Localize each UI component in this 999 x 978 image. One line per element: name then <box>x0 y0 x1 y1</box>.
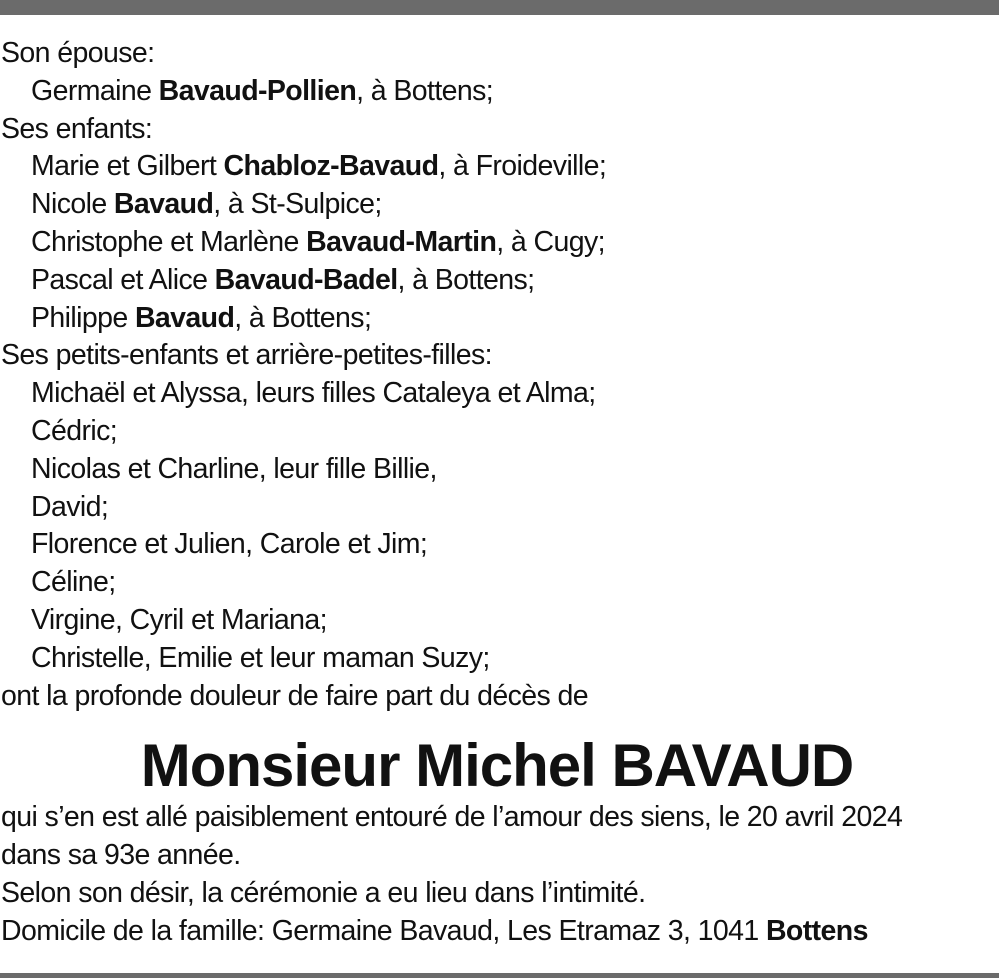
child-surname: Bavaud <box>113 188 214 221</box>
grandchild-line: Virgine, Cyril et Mariana; <box>31 603 327 636</box>
grandchild-line: Christelle, Emilie et leur maman Suzy; <box>31 641 490 674</box>
address-town: Bottens <box>765 914 868 947</box>
child-surname: Bavaud-Martin <box>306 225 497 258</box>
ceremony-details: Selon son désir, la cérémonie a eu lieu dans l’intimité. <box>1 876 646 909</box>
family-address: Domicile de la famille: Germaine Bavaud, Les Etramaz 3, 1041 Bottens <box>1 914 868 947</box>
grandchild-line: Nicolas et Charline, leur fille Billie, <box>31 452 437 485</box>
grandchild-line: David; <box>31 490 109 523</box>
grandchild-line: Céline; <box>31 566 116 599</box>
grandchildren-heading: Ses petits-enfants et arrière-petites-filles: <box>1 339 492 372</box>
obituary-notice <box>1 35 999 951</box>
age-details: dans sa 93e année. <box>1 839 241 872</box>
deceased-name: Monsieur Michel BAVAUD <box>140 732 854 800</box>
child-entry: Marie et Gilbert Chabloz-Bavaud, à Froideville; <box>31 150 607 183</box>
child-entry: Christophe et Marlène Bavaud-Martin, à Cugy; <box>31 225 605 258</box>
passing-details: qui s’en est allé paisiblement entouré de l’amour des siens, le 20 avril 2024 <box>1 801 903 834</box>
top-divider <box>0 0 999 15</box>
child-entry: Nicole Bavaud, à St-Sulpice; <box>31 188 382 221</box>
spouse-heading: Son épouse: <box>1 37 155 69</box>
bottom-divider <box>0 973 999 978</box>
children-heading: Ses enfants: <box>1 112 153 145</box>
spouse-surname: Bavaud-Pollien <box>158 74 357 107</box>
child-surname: Bavaud <box>134 301 235 334</box>
child-entry: Pascal et Alice Bavaud-Badel, à Bottens; <box>31 263 535 296</box>
spouse-entry: Germaine Bavaud-Pollien, à Bottens; <box>31 74 494 107</box>
child-surname: Chabloz-Bavaud <box>223 150 439 183</box>
grandchild-line: Michaël et Alyssa, leurs filles Cataleya et Alma; <box>31 377 596 410</box>
grandchild-line: Cédric; <box>31 414 118 447</box>
child-surname: Bavaud-Badel <box>214 263 398 296</box>
grandchild-line: Florence et Julien, Carole et Jim; <box>31 528 428 561</box>
announcement-text: ont la profonde douleur de faire part du décès de <box>1 679 588 712</box>
child-entry: Philippe Bavaud, à Bottens; <box>31 301 372 334</box>
